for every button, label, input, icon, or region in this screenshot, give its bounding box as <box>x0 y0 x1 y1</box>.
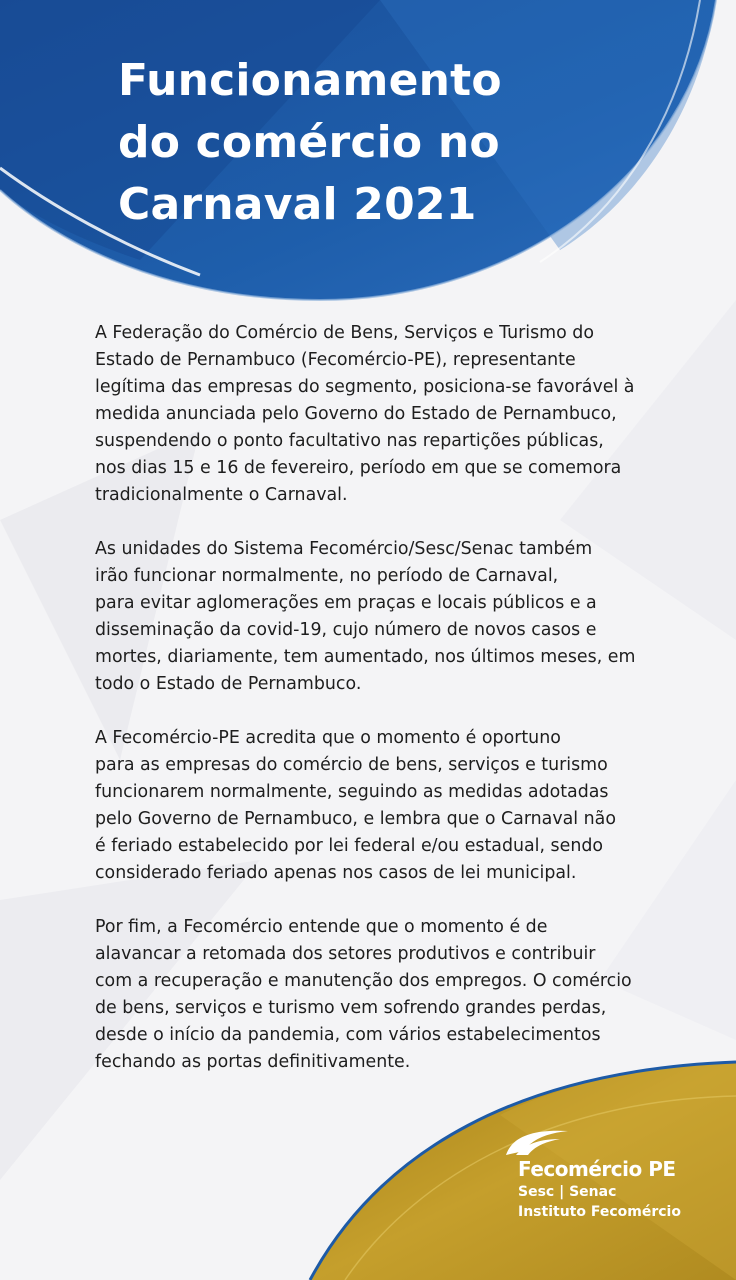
text-line: tradicionalmente o Carnaval. <box>95 485 348 505</box>
page-title <box>118 50 678 236</box>
title-line: Carnaval 2021 <box>118 179 477 230</box>
text-line: com a recuperação e manutenção dos empregos. O comércio <box>95 971 632 991</box>
title-line: Funcionamento <box>118 55 502 106</box>
text-line: é feriado estabelecido por lei federal e/ou estadual, sendo <box>95 836 604 856</box>
text-line: de bens, serviços e turismo vem sofrendo grandes perdas, <box>95 998 607 1018</box>
text-line: alavancar a retomada dos setores produtivos e contribuir <box>95 944 596 964</box>
title-line: do comércio no <box>118 117 500 168</box>
wing-logo-icon <box>502 1125 572 1159</box>
text-line: nos dias 15 e 16 de fevereiro, período em que se comemora <box>95 458 622 478</box>
text-line: suspendendo o ponto facultativo nas repartições públicas, <box>95 431 604 451</box>
text-line: irão funcionar normalmente, no período de Carnaval, <box>95 566 559 586</box>
logo-brand: Fecomércio PE <box>518 1157 676 1181</box>
text-line: funcionarem normalmente, seguindo as medidas adotadas <box>95 782 609 802</box>
text-line: para evitar aglomerações em praças e locais públicos e a <box>95 593 597 613</box>
text-line: desde o início da pandemia, com vários estabelecimentos <box>95 1025 601 1045</box>
text-line: considerado feriado apenas nos casos de lei municipal. <box>95 863 577 883</box>
text-line: legítima das empresas do segmento, posiciona-se favorável à <box>95 377 635 397</box>
logo-line-sesc-senac: Sesc | Senac <box>518 1184 617 1200</box>
text-line: para as empresas do comércio de bens, serviços e turismo <box>95 755 608 775</box>
paragraph <box>95 725 675 887</box>
text-line: mortes, diariamente, tem aumentado, nos últimos meses, em <box>95 647 636 667</box>
paragraph <box>95 536 675 698</box>
text-line: Por fim, a Fecomércio entende que o momento é de <box>95 917 548 937</box>
text-line: Estado de Pernambuco (Fecomércio-PE), representante <box>95 350 576 370</box>
paragraph <box>95 320 675 509</box>
body-text <box>95 320 675 1103</box>
logo-line-instituto: Instituto Fecomércio <box>518 1204 681 1220</box>
paragraph <box>95 914 675 1076</box>
text-line: As unidades do Sistema Fecomércio/Sesc/Senac também <box>95 539 593 559</box>
text-line: todo o Estado de Pernambuco. <box>95 674 362 694</box>
text-line: A Fecomércio-PE acredita que o momento é oportuno <box>95 728 561 748</box>
text-line: disseminação da covid-19, cujo número de novos casos e <box>95 620 597 640</box>
text-line: pelo Governo de Pernambuco, e lembra que o Carnaval não <box>95 809 616 829</box>
text-line: A Federação do Comércio de Bens, Serviços e Turismo do <box>95 323 594 343</box>
text-line: fechando as portas definitivamente. <box>95 1052 411 1072</box>
text-line: medida anunciada pelo Governo do Estado de Pernambuco, <box>95 404 617 424</box>
